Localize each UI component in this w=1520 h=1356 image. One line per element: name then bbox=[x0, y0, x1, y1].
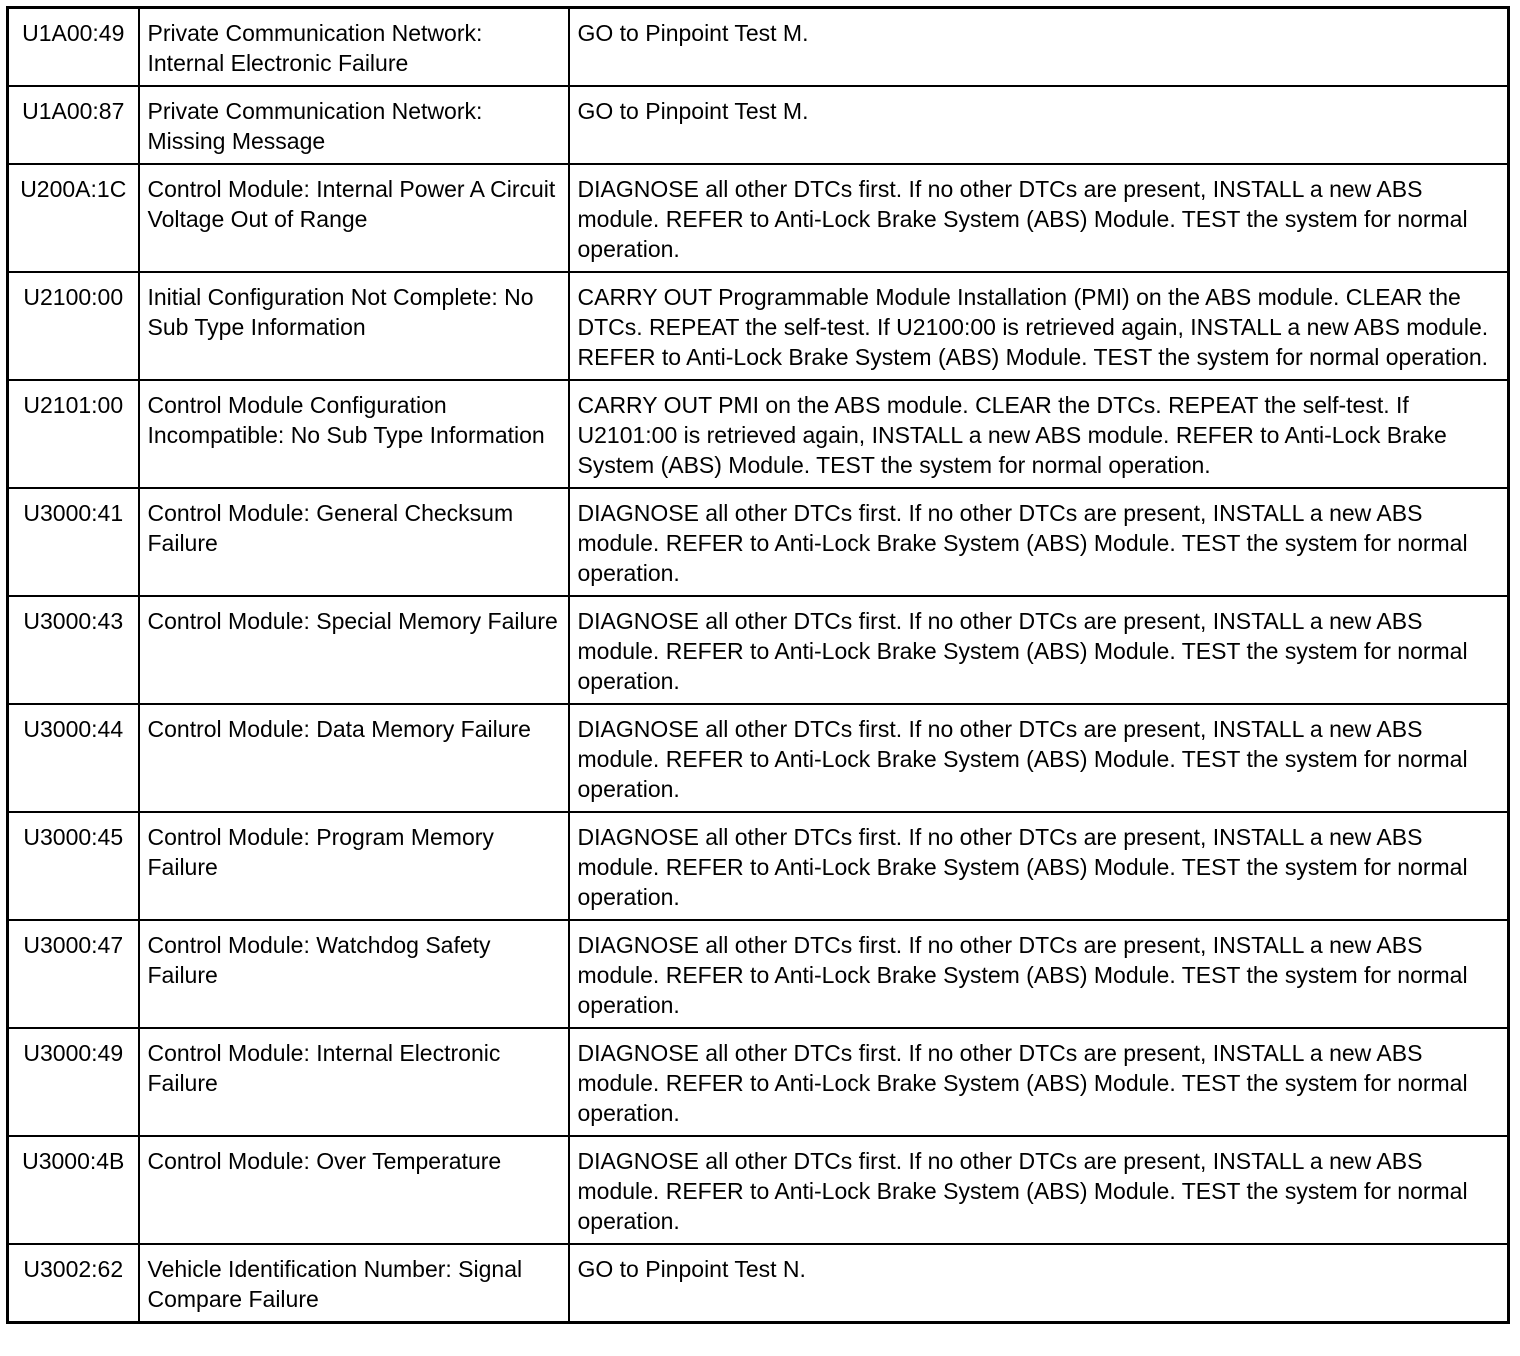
dtc-action-cell: DIAGNOSE all other DTCs first. If no other DTCs are present, INSTALL a new ABS module. REFER to Anti-Lock Brake System (ABS) Module. TEST the system for normal operation. bbox=[569, 920, 1509, 1028]
dtc-description-cell: Control Module: Special Memory Failure bbox=[139, 596, 569, 704]
dtc-description-cell: Control Module: Over Temperature bbox=[139, 1136, 569, 1244]
dtc-description-cell: Private Communication Network: Missing Message bbox=[139, 86, 569, 164]
table-row bbox=[8, 164, 1509, 272]
dtc-code-cell: U200A:1C bbox=[8, 164, 139, 272]
dtc-action-cell: DIAGNOSE all other DTCs first. If no other DTCs are present, INSTALL a new ABS module. REFER to Anti-Lock Brake System (ABS) Module. TEST the system for normal operation. bbox=[569, 164, 1509, 272]
table-row bbox=[8, 488, 1509, 596]
dtc-action-cell: DIAGNOSE all other DTCs first. If no other DTCs are present, INSTALL a new ABS module. REFER to Anti-Lock Brake System (ABS) Module. TEST the system for normal operation. bbox=[569, 1136, 1509, 1244]
dtc-table bbox=[6, 6, 1510, 1324]
dtc-code-cell: U3000:47 bbox=[8, 920, 139, 1028]
dtc-description-cell: Initial Configuration Not Complete: No Sub Type Information bbox=[139, 272, 569, 380]
dtc-code-cell: U3000:49 bbox=[8, 1028, 139, 1136]
dtc-code-cell: U1A00:87 bbox=[8, 86, 139, 164]
dtc-table-body bbox=[8, 8, 1509, 1323]
table-row bbox=[8, 704, 1509, 812]
dtc-action-cell: GO to Pinpoint Test M. bbox=[569, 8, 1509, 87]
dtc-code-cell: U2101:00 bbox=[8, 380, 139, 488]
table-row bbox=[8, 812, 1509, 920]
table-row bbox=[8, 272, 1509, 380]
table-row bbox=[8, 86, 1509, 164]
dtc-code-cell: U3000:44 bbox=[8, 704, 139, 812]
table-row bbox=[8, 380, 1509, 488]
table-row bbox=[8, 8, 1509, 87]
table-row bbox=[8, 596, 1509, 704]
dtc-description-cell: Control Module: General Checksum Failure bbox=[139, 488, 569, 596]
dtc-code-cell: U3000:43 bbox=[8, 596, 139, 704]
dtc-code-cell: U3002:62 bbox=[8, 1244, 139, 1323]
dtc-description-cell: Control Module: Internal Power A Circuit Voltage Out of Range bbox=[139, 164, 569, 272]
dtc-description-cell: Control Module: Watchdog Safety Failure bbox=[139, 920, 569, 1028]
dtc-description-cell: Control Module: Data Memory Failure bbox=[139, 704, 569, 812]
dtc-code-cell: U2100:00 bbox=[8, 272, 139, 380]
dtc-description-cell: Vehicle Identification Number: Signal Compare Failure bbox=[139, 1244, 569, 1323]
dtc-description-cell: Control Module: Internal Electronic Failure bbox=[139, 1028, 569, 1136]
dtc-action-cell: GO to Pinpoint Test M. bbox=[569, 86, 1509, 164]
dtc-description-cell: Private Communication Network: Internal Electronic Failure bbox=[139, 8, 569, 87]
dtc-action-cell: CARRY OUT PMI on the ABS module. CLEAR the DTCs. REPEAT the self-test. If U2101:00 is retrieved again, INSTALL a new ABS module. REFER to Anti-Lock Brake System (ABS) Module. TEST the system for normal operation. bbox=[569, 380, 1509, 488]
table-row bbox=[8, 1244, 1509, 1323]
dtc-action-cell: DIAGNOSE all other DTCs first. If no other DTCs are present, INSTALL a new ABS module. REFER to Anti-Lock Brake System (ABS) Module. TEST the system for normal operation. bbox=[569, 1028, 1509, 1136]
table-row bbox=[8, 1136, 1509, 1244]
dtc-code-cell: U1A00:49 bbox=[8, 8, 139, 87]
table-row bbox=[8, 920, 1509, 1028]
dtc-action-cell: DIAGNOSE all other DTCs first. If no other DTCs are present, INSTALL a new ABS module. REFER to Anti-Lock Brake System (ABS) Module. TEST the system for normal operation. bbox=[569, 812, 1509, 920]
dtc-action-cell: DIAGNOSE all other DTCs first. If no other DTCs are present, INSTALL a new ABS module. REFER to Anti-Lock Brake System (ABS) Module. TEST the system for normal operation. bbox=[569, 596, 1509, 704]
dtc-description-cell: Control Module: Program Memory Failure bbox=[139, 812, 569, 920]
table-row bbox=[8, 1028, 1509, 1136]
dtc-code-cell: U3000:41 bbox=[8, 488, 139, 596]
dtc-action-cell: DIAGNOSE all other DTCs first. If no other DTCs are present, INSTALL a new ABS module. REFER to Anti-Lock Brake System (ABS) Module. TEST the system for normal operation. bbox=[569, 488, 1509, 596]
dtc-action-cell: GO to Pinpoint Test N. bbox=[569, 1244, 1509, 1323]
dtc-code-cell: U3000:4B bbox=[8, 1136, 139, 1244]
dtc-code-cell: U3000:45 bbox=[8, 812, 139, 920]
dtc-action-cell: CARRY OUT Programmable Module Installation (PMI) on the ABS module. CLEAR the DTCs. REPEAT the self-test. If U2100:00 is retrieved again, INSTALL a new ABS module. REFER to Anti-Lock Brake System (ABS) Module. TEST the system for normal operation. bbox=[569, 272, 1509, 380]
dtc-description-cell: Control Module Configuration Incompatible: No Sub Type Information bbox=[139, 380, 569, 488]
dtc-action-cell: DIAGNOSE all other DTCs first. If no other DTCs are present, INSTALL a new ABS module. REFER to Anti-Lock Brake System (ABS) Module. TEST the system for normal operation. bbox=[569, 704, 1509, 812]
